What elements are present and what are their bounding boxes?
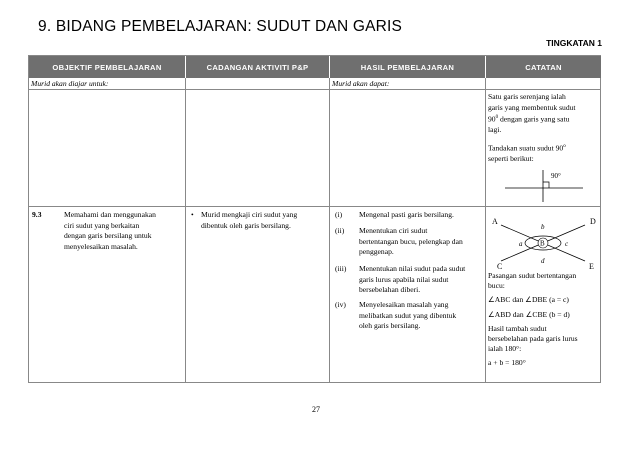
point-a: A xyxy=(492,217,498,226)
objective-text: Memahami dan menggunakan ciri sudut yang berkaitan dengan garis bersilang untuk menyelesaikan masalah. xyxy=(64,210,156,251)
outcome-label-1: (i) xyxy=(335,210,343,219)
outcome-label-3: (iii) xyxy=(335,264,347,273)
form-level: TINGKATAN 1 xyxy=(546,38,602,48)
header-objective: OBJEKTIF PEMBELAJARAN xyxy=(29,56,185,78)
bullet-icon: • xyxy=(191,210,194,219)
point-d: D xyxy=(590,217,596,226)
perpendicular-definition: Satu garis serenjang ialah garis yang membentuk sudut $90^0$ dengan garis yang satu lagi. Tandakan suatu sudut 90$^o$ seperti berikut: xyxy=(488,92,576,164)
right-angle-mark xyxy=(543,182,549,188)
angle-label: 90° xyxy=(551,172,561,180)
header-activity: CADANGAN AKTIVITI P&P xyxy=(186,56,329,78)
activity-text: Murid mengkaji ciri sudut yang dibentuk oleh garis bersilang. xyxy=(201,210,298,230)
point-b: B xyxy=(540,239,545,248)
row-divider xyxy=(29,206,600,207)
page-number: 27 xyxy=(312,405,320,414)
header-outcome: HASIL PEMBELAJARAN xyxy=(330,56,485,78)
outcome-label-2: (ii) xyxy=(335,226,345,235)
row-number: 9.3 xyxy=(32,210,42,219)
vertical-angles-notes: Pasangan sudut bertentangan bucu: ∠ABC dan ∠DBE (a = c) ∠ABD dan ∠CBE (b = d) Hasil tambah sudut bersebelahan pada garis lurus ialah 180°: a + b = 180° xyxy=(488,271,578,368)
col-divider xyxy=(185,78,186,382)
outcome-text-4: Menyelesaikan masalah yang melibatkan sudut yang dibentuk oleh garis bersilang. xyxy=(359,300,457,331)
lesson-table xyxy=(28,55,601,383)
outcome-text-2: Menentukan ciri sudut bertentangan bucu, pelengkap dan penggenap. xyxy=(359,226,463,257)
intro-right: Murid akan dapat: xyxy=(332,79,390,88)
intersecting-lines-diagram xyxy=(489,211,599,269)
page-title: 9. BIDANG PEMBELAJARAN: SUDUT DAN GARIS xyxy=(38,18,403,35)
outcome-text-1: Mengenal pasti garis bersilang. xyxy=(359,210,454,219)
angle-c: c xyxy=(565,240,569,248)
angle-d: d xyxy=(541,257,545,265)
outcome-text-3: Menentukan nilai sudut pada sudut garis lurus apabila nilai sudut bersebelahan diberi. xyxy=(359,264,466,295)
right-angle-diagram xyxy=(499,166,589,204)
row-divider xyxy=(29,89,600,90)
outcome-label-4: (iv) xyxy=(335,300,346,309)
col-divider xyxy=(485,78,486,382)
angle-b: b xyxy=(541,223,545,231)
header-notes: CATATAN xyxy=(486,56,601,78)
intro-left: Murid akan diajar untuk: xyxy=(31,79,109,88)
col-divider xyxy=(329,78,330,382)
point-e: E xyxy=(589,262,594,269)
point-c: C xyxy=(497,262,503,269)
angle-a: a xyxy=(519,240,523,248)
